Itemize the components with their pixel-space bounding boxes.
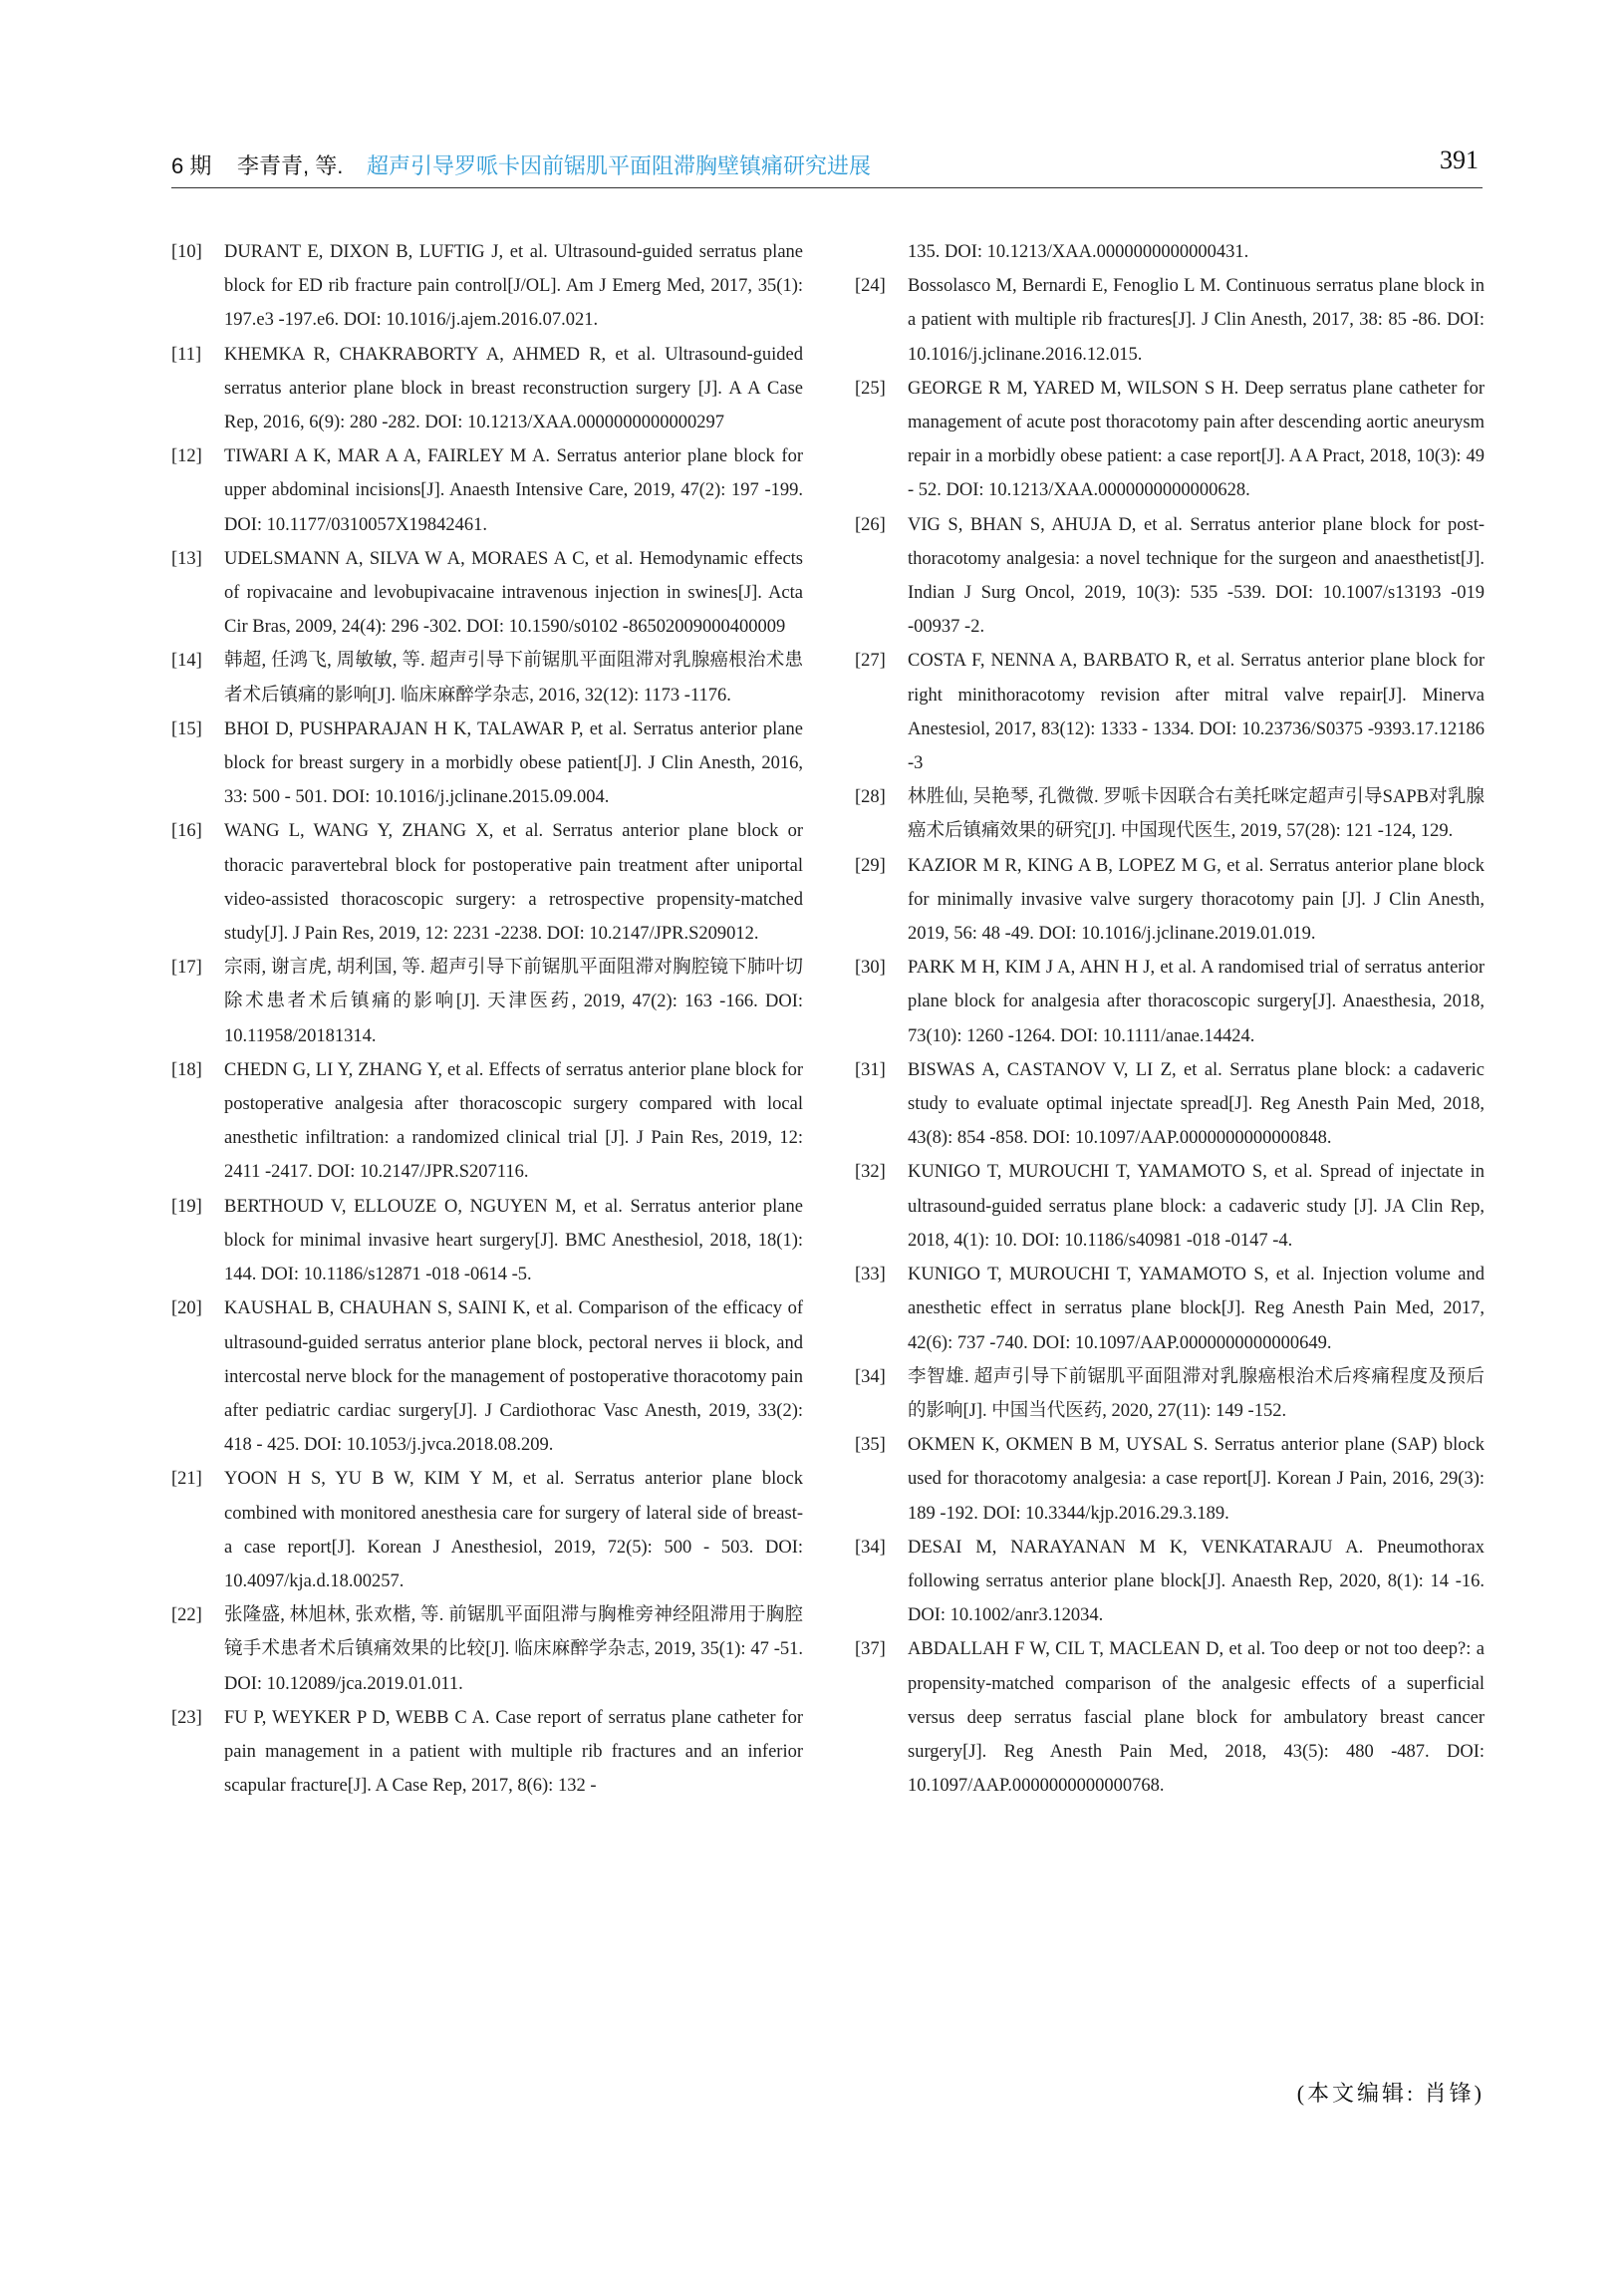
reference-text: 韩超, 任鸿飞, 周敏敏, 等. 超声引导下前锯肌平面阻滞对乳腺癌根治术患者术后镇痛的影响[J]. 临床麻醉学杂志, 2016, 32(12): 1173 -1176. bbox=[224, 651, 803, 706]
reference-number: [25] bbox=[855, 378, 886, 399]
reference-number: [33] bbox=[855, 1265, 886, 1285]
reference-text: WANG L, WANG Y, ZHANG X, et al. Serratus anterior plane block or thoracic paravertebral block for postoperative pain treatment after uniportal video-assisted thoracoscopic surgery: a retrospective propensity-matched study[J]. J Pain Res, 2019, 12: 2231 -2238. DOI: 10.2147/JPR.S209012. bbox=[224, 821, 803, 945]
reference-item bbox=[171, 951, 803, 1053]
reference-number: [34] bbox=[855, 1537, 886, 1558]
reference-text: TIWARI A K, MAR A A, FAIRLEY M A. Serratus anterior plane block for upper abdominal incisions[J]. Anaesth Intensive Care, 2019, 47(2): 197 -199. DOI: 10.1177/0310057X19842461. bbox=[224, 446, 803, 535]
reference-number: [22] bbox=[171, 1605, 202, 1626]
reference-item bbox=[855, 1531, 1485, 1633]
reference-item bbox=[855, 269, 1485, 372]
reference-text: GEORGE R M, YARED M, WILSON S H. Deep serratus plane catheter for management of acute post thoracotomy pain after descending aortic aneurysm repair in a morbidly obese patient: a case report[J]. A A Pract, 2018, 10(3): 49 - 52. DOI: 10.1213/XAA.0000000000000628. bbox=[908, 378, 1485, 501]
reference-item bbox=[855, 780, 1485, 848]
reference-number: [29] bbox=[855, 855, 886, 876]
reference-item bbox=[171, 1190, 803, 1292]
issue-number: 6 期 bbox=[171, 153, 212, 178]
reference-item bbox=[855, 644, 1485, 780]
reference-number: [34] bbox=[855, 1366, 886, 1387]
reference-item bbox=[855, 1428, 1485, 1531]
reference-number: [19] bbox=[171, 1196, 202, 1217]
reference-item bbox=[855, 1258, 1485, 1360]
page-number: 391 bbox=[1440, 145, 1479, 174]
references-left-column bbox=[171, 235, 803, 1803]
reference-item bbox=[855, 1053, 1485, 1156]
reference-number: [11] bbox=[171, 344, 202, 365]
reference-text: KAZIOR M R, KING A B, LOPEZ M G, et al. Serratus anterior plane block for minimally invasive valve surgery thoracotomy pain [J]. J Clin Anesth, 2019, 56: 48 -49. DOI: 10.1016/j.jclinane.2019.01.019. bbox=[908, 855, 1485, 945]
reference-number: [37] bbox=[855, 1639, 886, 1660]
reference-text: 135. DOI: 10.1213/XAA.0000000000000431. bbox=[908, 242, 1249, 262]
reference-number: [20] bbox=[171, 1298, 202, 1319]
reference-text: Bossolasco M, Bernardi E, Fenoglio L M. Continuous serratus plane block in a patient with multiple rib fractures[J]. J Clin Anesth, 2017, 38: 85 -86. DOI: 10.1016/j.jclinane.2016.12.015. bbox=[908, 276, 1485, 365]
reference-text: KUNIGO T, MUROUCHI T, YAMAMOTO S, et al. Injection volume and anesthetic effect in serratus plane block[J]. Reg Anesth Pain Med, 2017, 42(6): 737 -740. DOI: 10.1097/AAP.0000000000000649. bbox=[908, 1265, 1485, 1353]
reference-number: [24] bbox=[855, 276, 886, 297]
reference-number: [26] bbox=[855, 514, 886, 535]
reference-number: [15] bbox=[171, 718, 202, 739]
reference-text: 李智雄. 超声引导下前锯肌平面阻滞对乳腺癌根治术后疼痛程度及预后的影响[J]. 中国当代医药, 2020, 27(11): 149 -152. bbox=[908, 1366, 1485, 1421]
reference-item bbox=[171, 1462, 803, 1598]
reference-number: [32] bbox=[855, 1162, 886, 1183]
reference-text: KAUSHAL B, CHAUHAN S, SAINI K, et al. Comparison of the efficacy of ultrasound-guided serratus anterior plane block, pectoral nerves ii block, and intercostal nerve block for the management of postoperative thoracotomy pain after pediatric cardiac surgery[J]. J Cardiothorac Vasc Anesth, 2019, 33(2): 418 - 425. DOI: 10.1053/j.jvca.2018.08.209. bbox=[224, 1298, 803, 1456]
reference-text: FU P, WEYKER P D, WEBB C A. Case report of serratus plane catheter for pain management in a patient with multiple rib fractures and an inferior scapular fracture[J]. A Case Rep, 2017, 8(6): 132 - bbox=[224, 1707, 803, 1797]
running-header bbox=[171, 145, 1483, 188]
reference-number: [28] bbox=[855, 787, 886, 808]
reference-item bbox=[171, 814, 803, 951]
references-right-column bbox=[855, 235, 1485, 1803]
reference-number: [21] bbox=[171, 1469, 202, 1490]
reference-item bbox=[855, 951, 1485, 1053]
header-article-title: 超声引导罗哌卡因前锯肌平面阻滞胸壁镇痛研究进展 bbox=[367, 153, 872, 178]
reference-continuation bbox=[855, 235, 1485, 269]
editor-note: (本文编辑: 肖锋) bbox=[1296, 2081, 1485, 2106]
reference-number: [30] bbox=[855, 958, 886, 979]
reference-item bbox=[171, 1701, 803, 1804]
reference-item bbox=[855, 508, 1485, 645]
reference-number: [35] bbox=[855, 1435, 886, 1456]
reference-item bbox=[855, 1360, 1485, 1428]
reference-text: 林胜仙, 吴艳琴, 孔微微. 罗哌卡因联合右美托咪定超声引导SAPB对乳腺癌术后镇痛效果的研究[J]. 中国现代医生, 2019, 57(28): 121 -124, 129. bbox=[908, 787, 1485, 842]
reference-item bbox=[171, 712, 803, 815]
reference-number: [27] bbox=[855, 651, 886, 672]
reference-text: CHEDN G, LI Y, ZHANG Y, et al. Effects of serratus anterior plane block for postoperative analgesia after thoracoscopic surgery compared with local anesthetic infiltration: a randomized clinical trial [J]. J Pain Res, 2019, 12: 2411 -2417. DOI: 10.2147/JPR.S207116. bbox=[224, 1059, 803, 1183]
reference-text: ABDALLAH F W, CIL T, MACLEAN D, et al. Too deep or not too deep?: a propensity-matched comparison of the analgesic effects of a superficial versus deep serratus fascial plane block for ambulatory breast cancer surgery[J]. Reg Anesth Pain Med, 2018, 43(5): 480 -487. DOI: 10.1097/AAP.0000000000000768. bbox=[908, 1639, 1485, 1797]
reference-text: YOON H S, YU B W, KIM Y M, et al. Serratus anterior plane block combined with monitored anesthesia care for surgery of lateral side of breast-a case report[J]. Korean J Anesthesiol, 2019, 72(5): 500 - 503. DOI: 10.4097/kja.d.18.00257. bbox=[224, 1469, 803, 1591]
reference-text: BHOI D, PUSHPARAJAN H K, TALAWAR P, et al. Serratus anterior plane block for breast surgery in a morbidly obese patient[J]. J Clin Anesth, 2016, 33: 500 - 501. DOI: 10.1016/j.jclinane.2015.09.004. bbox=[224, 718, 803, 808]
reference-text: BISWAS A, CASTANOV V, LI Z, et al. Serratus plane block: a cadaveric study to evaluate optimal injectate spread[J]. Reg Anesth Pain Med, 2018, 43(8): 854 -858. DOI: 10.1097/AAP.0000000000000848. bbox=[908, 1059, 1485, 1149]
reference-number: [17] bbox=[171, 958, 202, 979]
reference-number: [12] bbox=[171, 446, 202, 467]
reference-item bbox=[171, 439, 803, 542]
reference-text: COSTA F, NENNA A, BARBATO R, et al. Serratus anterior plane block for right minithoracotomy revision after mitral valve repair[J]. Minerva Anestesiol, 2017, 83(12): 1333 - 1334. DOI: 10.23736/S0375 -9393.17.12186 -3 bbox=[908, 651, 1485, 774]
reference-number: [10] bbox=[171, 242, 202, 262]
reference-number: [14] bbox=[171, 651, 202, 672]
reference-item bbox=[855, 849, 1485, 952]
reference-text: BERTHOUD V, ELLOUZE O, NGUYEN M, et al. Serratus anterior plane block for minimal invasive heart surgery[J]. BMC Anesthesiol, 2018, 18(1): 144. DOI: 10.1186/s12871 -018 -0614 -5. bbox=[224, 1196, 803, 1285]
reference-text: DESAI M, NARAYANAN M K, VENKATARAJU A. Pneumothorax following serratus anterior plane block[J]. Anaesth Rep, 2020, 8(1): 14 -16. DOI: 10.1002/anr3.12034. bbox=[908, 1537, 1485, 1626]
reference-number: [31] bbox=[855, 1059, 886, 1080]
reference-text: PARK M H, KIM J A, AHN H J, et al. A randomised trial of serratus anterior plane block for analgesia after thoracoscopic surgery[J]. Anaesthesia, 2018, 73(10): 1260 -1264. DOI: 10.1111/anae.14424. bbox=[908, 958, 1485, 1046]
reference-text: KUNIGO T, MUROUCHI T, YAMAMOTO S, et al. Spread of injectate in ultrasound-guided serratus plane block: a cadaveric study [J]. JA Clin Rep, 2018, 4(1): 10. DOI: 10.1186/s40981 -018 -0147 -4. bbox=[908, 1162, 1485, 1251]
reference-text: UDELSMANN A, SILVA W A, MORAES A C, et al. Hemodynamic effects of ropivacaine and levobupivacaine intravenous injection in swines[J]. Acta Cir Bras, 2009, 24(4): 296 -302. DOI: 10.1590/s0102 -86502009000400009 bbox=[224, 548, 803, 638]
reference-item bbox=[171, 542, 803, 645]
reference-item bbox=[855, 372, 1485, 508]
header-authors: 李青青, 等. bbox=[237, 153, 344, 178]
reference-number: [23] bbox=[171, 1707, 202, 1728]
reference-item bbox=[171, 1598, 803, 1701]
reference-item bbox=[171, 235, 803, 338]
reference-text: 宗雨, 谢言虎, 胡利国, 等. 超声引导下前锯肌平面阻滞对胸腔镜下肺叶切除术患者术后镇痛的影响[J]. 天津医药, 2019, 47(2): 163 -166. DOI: 10.11958/20181314. bbox=[224, 958, 803, 1046]
reference-number: [16] bbox=[171, 821, 202, 842]
reference-item bbox=[855, 1632, 1485, 1803]
reference-text: 张隆盛, 林旭林, 张欢楷, 等. 前锯肌平面阻滞与胸椎旁神经阻滞用于胸腔镜手术患者术后镇痛效果的比较[J]. 临床麻醉学杂志, 2019, 35(1): 47 -51. DOI: 10.12089/jca.2019.01.011. bbox=[224, 1605, 803, 1694]
reference-number: [13] bbox=[171, 548, 202, 569]
reference-item bbox=[171, 644, 803, 712]
reference-item bbox=[171, 338, 803, 440]
reference-text: VIG S, BHAN S, AHUJA D, et al. Serratus anterior plane block for post-thoracotomy analgesia: a novel technique for the surgeon and anaesthetist[J]. Indian J Surg Oncol, 2019, 10(3): 535 -539. DOI: 10.1007/s13193 -019 -00937 -2. bbox=[908, 514, 1485, 638]
reference-item bbox=[171, 1053, 803, 1190]
reference-text: DURANT E, DIXON B, LUFTIG J, et al. Ultrasound-guided serratus plane block for ED rib fracture pain control[J/OL]. Am J Emerg Med, 2017, 35(1): 197.e3 -197.e6. DOI: 10.1016/j.ajem.2016.07.021. bbox=[224, 242, 803, 331]
reference-item bbox=[855, 1155, 1485, 1258]
reference-text: KHEMKA R, CHAKRABORTY A, AHMED R, et al. Ultrasound-guided serratus anterior plane block in breast reconstruction surgery [J]. A A Case Rep, 2016, 6(9): 280 -282. DOI: 10.1213/XAA.0000000000000297 bbox=[224, 344, 803, 433]
reference-number: [18] bbox=[171, 1059, 202, 1080]
reference-text: OKMEN K, OKMEN B M, UYSAL S. Serratus anterior plane (SAP) block used for thoracotomy analgesia: a case report[J]. Korean J Pain, 2016, 29(3): 189 -192. DOI: 10.3344/kjp.2016.29.3.189. bbox=[908, 1435, 1485, 1524]
reference-item bbox=[171, 1291, 803, 1462]
